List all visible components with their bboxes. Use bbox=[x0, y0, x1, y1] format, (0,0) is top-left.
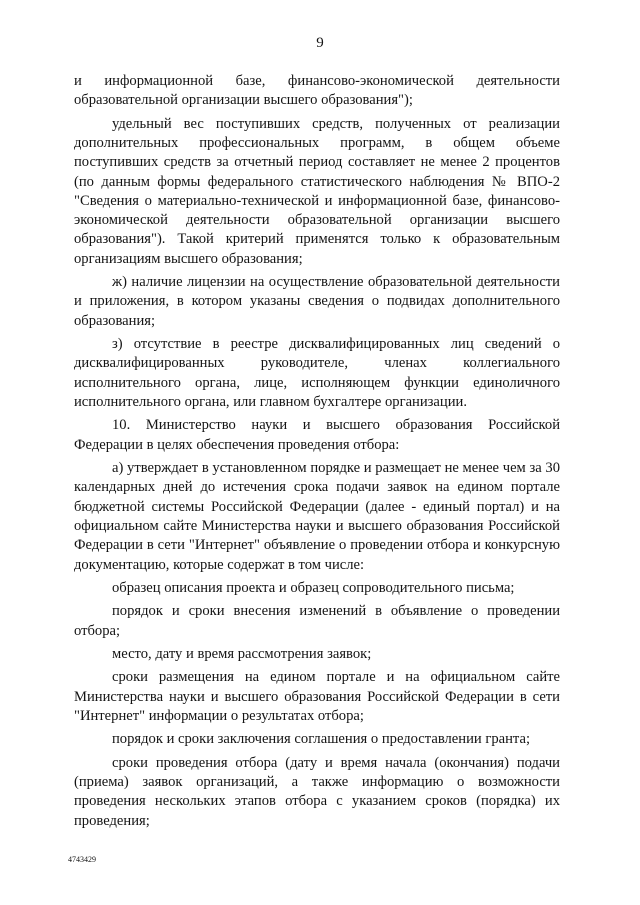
paragraph: место, дату и время рассмотрения заявок; bbox=[112, 646, 372, 663]
paragraph: удельный вес поступивших средств, полученных от реализации дополнительных профессиональных программ, в общем объеме поступивших средств за отчетный период составляет не менее 2 процентов (по данным формы федерального статистического наблюдения № ВПО-2 "Сведения о материально-технической и информационной базе, финансово-экономической деятельности образовательной организации высшего образования"). Такой критерий применятся только к образовательным организациям высшего образования; bbox=[74, 115, 560, 267]
document-body bbox=[74, 72, 560, 831]
paragraph: порядок и сроки внесения изменений в объявление о проведении отбора; bbox=[74, 603, 560, 639]
paragraph: 10. Министерство науки и высшего образования Российской Федерации в целях обеспечения проведения отбора: bbox=[74, 417, 560, 453]
page-number: 9 bbox=[316, 35, 324, 51]
paragraph: сроки размещения на едином портале и на официальном сайте Министерства науки и высшего образования Российской Федерации в сети "Интернет" информации о результатах отбора; bbox=[74, 669, 560, 725]
document-id: 4743429 bbox=[68, 855, 96, 864]
paragraph: и информационной базе, финансово-экономической деятельности образовательной организации высшего образования"); bbox=[74, 73, 560, 109]
paragraph: сроки проведения отбора (дату и время начала (окончания) подачи (приема) заявок организаций, а также информацию о возможности проведения нескольких этапов отбора с указанием сроков (порядка) их проведения; bbox=[74, 754, 560, 829]
paragraph: порядок и сроки заключения соглашения о предоставлении гранта; bbox=[112, 731, 531, 748]
paragraph: образец описания проекта и образец сопроводительного письма; bbox=[112, 579, 515, 596]
paragraph: ж) наличие лицензии на осуществление образовательной деятельности и приложения, в котором указаны сведения о подвидах дополнительного образования; bbox=[74, 274, 560, 329]
paragraph: а) утверждает в установленном порядке и размещает не менее чем за 30 календарных дней до истечения срока подачи заявок на едином портале бюджетной системы Российской Федерации (далее - единый портал) и на официальном сайте Министерства науки и высшего образования Российской Федерации в сети "Интернет" объявление о проведении отбора и конкурсную документацию, которые содержат в том числе: bbox=[74, 460, 560, 573]
paragraph: з) отсутствие в реестре дисквалифицированных лиц сведений о дисквалифицированных руководителе, членах коллегиального исполнительного органа, лице, исполняющем функции единоличного исполнительного органа, или главном бухгалтере организации. bbox=[74, 336, 560, 411]
